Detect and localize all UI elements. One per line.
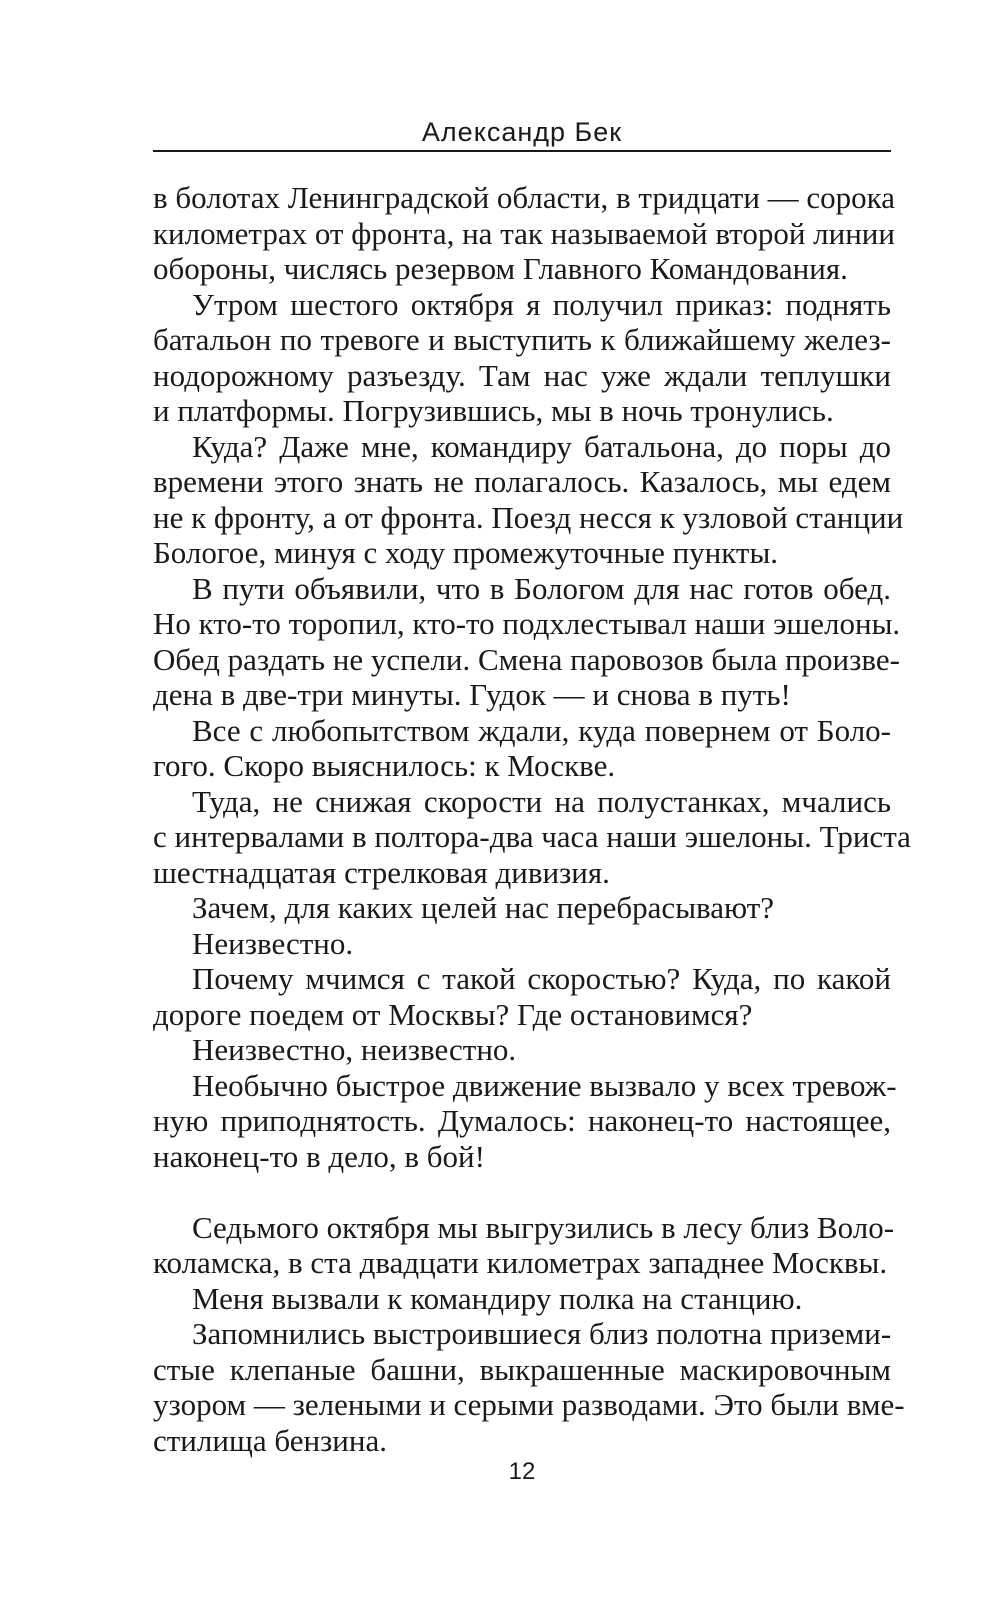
header-rule xyxy=(153,150,891,152)
text-line: дена в две-три минуты. Гудок — и снова в путь! xyxy=(153,677,791,712)
text-line: Зачем, для каких целей нас перебрасывают? xyxy=(192,890,775,925)
text-line: в болотах Ленинградской области, в тридцати — сорока xyxy=(153,180,896,215)
text-line: Меня вызвали к командиру полка на станцию. xyxy=(192,1280,803,1316)
text-line: не к фронту, а от фронта. Поезд несся к узловой станции xyxy=(153,499,904,535)
text-line: коламска, в ста двадцати километрах западнее Москвы. xyxy=(153,1245,888,1280)
running-header: Александр Бек xyxy=(421,117,623,147)
text-line: Неизвестно. xyxy=(192,925,354,961)
text-line: ную приподнятость. Думалось: наконец-то настоящее, xyxy=(153,1103,891,1138)
text-line: времени этого знать не полагалось. Казалось, мы едем xyxy=(153,464,891,499)
text-line: узором — зелеными и серыми разводами. Это были вме- xyxy=(153,1387,905,1422)
text-line: дороге поедем от Москвы? Где остановимся? xyxy=(153,996,753,1032)
text-line: Седьмого октября мы выгрузились в лесу близ Воло- xyxy=(192,1209,895,1245)
text-line: Необычно быстрое движение вызвало у всех тревож- xyxy=(192,1067,897,1103)
text-line: гого. Скоро выяснилось: к Москве. xyxy=(153,748,616,783)
text-line: Обед раздать не успели. Смена паровозов была произве- xyxy=(153,641,900,677)
text-line: с интервалами в полтора-два часа наши эшелоны. Триста xyxy=(153,819,911,854)
body-text xyxy=(153,180,911,1458)
text-line: шестнадцатая стрелковая дивизия. xyxy=(153,854,610,890)
text-line: Бологое, минуя с ходу промежуточные пункты. xyxy=(153,535,779,570)
text-line: стилища бензина. xyxy=(153,1422,387,1458)
text-line: обороны, числясь резервом Главного Командования. xyxy=(153,251,848,286)
text-line: Почему мчимся с такой скоростью? Куда, по какой xyxy=(192,961,891,996)
text-line: Но кто-то торопил, кто-то подхлестывал наши эшелоны. xyxy=(153,606,901,641)
text-line: В пути объявили, что в Бологом для нас готов обед. xyxy=(192,570,891,606)
text-line: и платформы. Погрузившись, мы в ночь тронулись. xyxy=(153,393,834,428)
text-line: Все с любопытством ждали, куда повернем от Боло- xyxy=(192,712,891,748)
text-line: Неизвестно, неизвестно. xyxy=(192,1032,517,1067)
text-line: Куда? Даже мне, командиру батальона, до поры до xyxy=(192,428,891,464)
text-line: Запомнились выстроившиеся близ полотна приземи- xyxy=(192,1316,892,1351)
text-line: наконец-то в дело, в бой! xyxy=(153,1138,485,1174)
text-line: Утром шестого октября я получил приказ: поднять xyxy=(192,286,891,322)
text-line: Туда, не снижая скорости на полустанках, мчались xyxy=(192,783,891,819)
text-line: нодорожному разъезду. Там нас уже ждали теплушки xyxy=(153,357,891,393)
page-number: 12 xyxy=(508,1458,536,1485)
text-line: стые клепаные башни, выкрашенные маскировочным xyxy=(153,1351,891,1387)
text-line: батальон по тревоге и выступить к ближайшему желез- xyxy=(153,322,891,357)
text-line: километрах от фронта, на так называемой второй линии xyxy=(153,215,895,251)
section-break xyxy=(153,1174,891,1210)
